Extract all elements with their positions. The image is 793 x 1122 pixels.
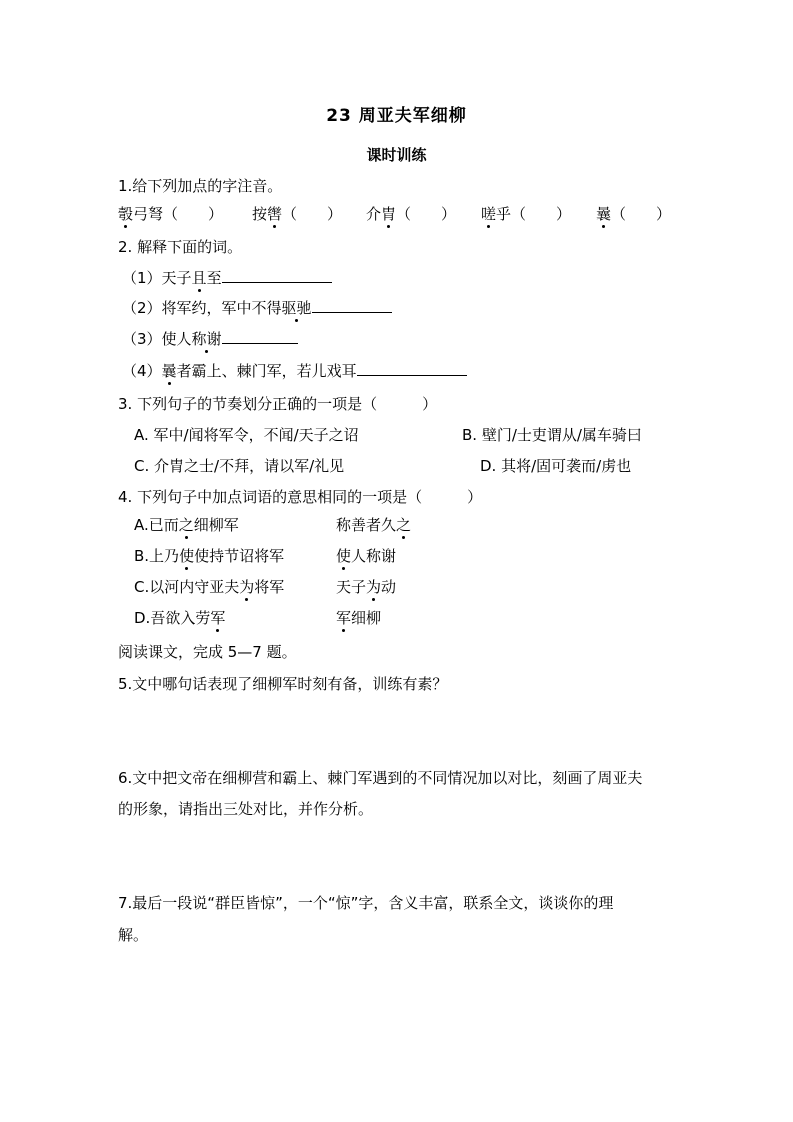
dotted-char: 辔 <box>267 205 283 223</box>
q6-prompt-line1: 6.文中把文帝在细柳营和霸上、棘门军遇到的不同情况加以对比，刻画了周亚夫 <box>118 769 643 787</box>
q4-option-b-left[interactable] <box>134 547 284 565</box>
q1-item-4 <box>481 205 571 223</box>
text: B.上乃 <box>134 547 180 565</box>
q4-option-a-left[interactable] <box>134 516 239 534</box>
q2-item-pre: （2）将军约，军中不得 <box>122 299 282 317</box>
q1-item-post: 乎（ ） <box>496 205 572 223</box>
q2-item-pre: （1）天子 <box>122 269 192 287</box>
q3-prompt: 3. 下列句子的节奏划分正确的一项是（ ） <box>118 395 438 413</box>
dotted-char: 曩 <box>161 362 177 380</box>
dotted-char: 为 <box>239 578 255 596</box>
q2-item-pre: （4） <box>122 362 162 380</box>
q4-option-a-right <box>336 516 411 534</box>
dotted-char: 彀 <box>118 205 134 223</box>
q2-item-3 <box>122 329 298 348</box>
dotted-char: 驱驰 <box>281 299 312 317</box>
text: 将军 <box>254 578 285 596</box>
q4-option-c-right <box>336 578 396 596</box>
dotted-char: 胄 <box>381 205 397 223</box>
dotted-char: 之 <box>178 516 194 534</box>
q1-item-post: （ ） <box>611 205 672 223</box>
q1-item-pre: 按 <box>252 205 268 223</box>
q1-item-3 <box>366 205 456 223</box>
q2-item-2 <box>122 298 392 317</box>
q5-prompt: 5.文中哪句话表现了细柳军时刻有备，训练有素？ <box>118 675 448 693</box>
q1-prompt: 1.给下列加点的字注音。 <box>118 177 283 195</box>
q2-item-1 <box>122 268 332 287</box>
q7-prompt-line2: 解。 <box>118 926 149 944</box>
q2-item-post: 者霸上、棘门军，若儿戏耳 <box>176 362 357 380</box>
text: A.已而 <box>134 516 179 534</box>
q1-item-post: 弓弩（ ） <box>133 205 224 223</box>
text: D.吾欲入劳 <box>134 609 211 627</box>
text: 人称谢 <box>351 547 397 565</box>
q1-item-post: （ ） <box>396 205 457 223</box>
dotted-char: 称谢 <box>191 330 222 348</box>
dotted-char: 嗟 <box>481 205 497 223</box>
text: 天子 <box>336 578 367 596</box>
q2-item-post: 至 <box>206 269 222 287</box>
reading-instruction: 阅读课文，完成 5—7 题。 <box>118 643 297 661</box>
q4-option-d-right <box>336 609 381 627</box>
text: C.以河内守亚夫 <box>134 578 240 596</box>
q6-prompt-line2: 的形象，请指出三处对比，并作分析。 <box>118 800 374 818</box>
q3-option-b[interactable]: B. 壁门/士吏谓从/属车骑曰 <box>462 426 642 444</box>
dotted-char: 曩 <box>596 205 612 223</box>
dotted-char: 且 <box>191 269 207 287</box>
answer-blank[interactable] <box>222 329 298 344</box>
dotted-char: 军 <box>336 609 352 627</box>
text: 细柳军 <box>193 516 239 534</box>
q2-item-4 <box>122 361 467 380</box>
q4-option-d-left[interactable] <box>134 609 225 627</box>
text: 使持节诏将军 <box>194 547 285 565</box>
page-title: 23 周亚夫军细柳 <box>326 106 467 126</box>
q3-option-c[interactable]: C. 介胄之士/不拜，请以军/礼见 <box>134 457 345 475</box>
q7-prompt-line1: 7.最后一段说“群臣皆惊”，一个“惊”字，含义丰富，联系全文，谈谈你的理 <box>118 894 614 912</box>
text: 细柳 <box>351 609 382 627</box>
text: 称善者久 <box>336 516 397 534</box>
q4-option-c-left[interactable] <box>134 578 284 596</box>
q1-item-5 <box>596 205 671 223</box>
dotted-char: 军 <box>210 609 226 627</box>
text: 动 <box>381 578 397 596</box>
q2-item-pre: （3）使人 <box>122 330 192 348</box>
q3-option-a[interactable]: A. 军中/闻将军令，不闻/天子之诏 <box>134 426 359 444</box>
dotted-char: 使 <box>179 547 195 565</box>
q1-item-pre: 介 <box>366 205 382 223</box>
q4-prompt: 4. 下列句子中加点词语的意思相同的一项是（ ） <box>118 488 483 506</box>
q4-option-b-right <box>336 547 396 565</box>
dotted-char: 之 <box>396 516 412 534</box>
answer-blank[interactable] <box>357 361 467 376</box>
answer-blank[interactable] <box>222 268 332 283</box>
q1-item-2 <box>252 205 342 223</box>
dotted-char: 为 <box>366 578 382 596</box>
q2-prompt: 2. 解释下面的词。 <box>118 238 243 256</box>
q1-item-1 <box>118 205 223 223</box>
q1-item-post: （ ） <box>282 205 343 223</box>
dotted-char: 使 <box>336 547 352 565</box>
q3-option-d[interactable]: D. 其将/固可袭而/虏也 <box>480 457 632 475</box>
answer-blank[interactable] <box>312 298 392 313</box>
page-subtitle: 课时训练 <box>366 146 427 164</box>
